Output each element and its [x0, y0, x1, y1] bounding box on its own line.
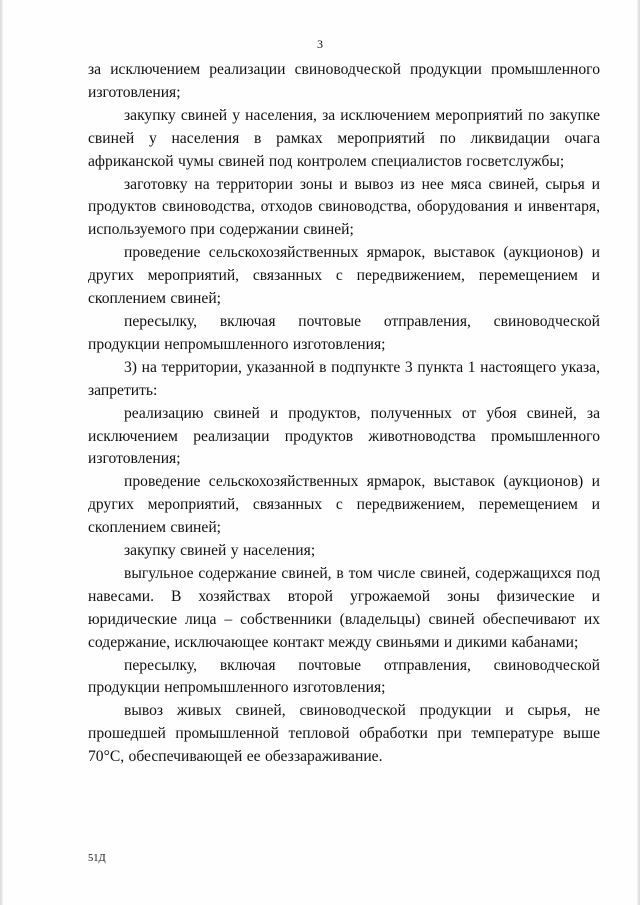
footer-code: 51Д — [88, 853, 106, 864]
paragraph: проведение сельскохозяйственных ярмарок, выставок (аукционов) и других мероприятий, связанных с передвижением, перемещением и скоплением свиней; — [88, 473, 600, 537]
scan-edge-left — [0, 0, 3, 905]
paragraph: проведение сельскохозяйственных ярмарок, выставок (аукционов) и других мероприятий, связанных с передвижением, перемещением и скоплением свиней; — [88, 244, 600, 308]
paragraph: пересылку, включая почтовые отправления, свиноводческой продукции непромышленного изготовления; — [88, 312, 600, 353]
paragraph: заготовку на территории зоны и вывоз из нее мяса свиней, сырья и продуктов свиноводства, отходов свиноводства, оборудования и инвентаря, используемого при содержании свиней; — [88, 175, 600, 239]
paragraph: реализацию свиней и продуктов, полученных от убоя свиней, за исключением реализации продуктов животноводства промышленного изготовления; — [88, 404, 600, 468]
paragraph: закупку свиней у населения, за исключением мероприятий по закупке свиней у населения в рамках мероприятий по ликвидации очага африканской чумы свиней под контролем специалистов госветслужбы; — [88, 106, 600, 170]
paragraph: пересылку, включая почтовые отправления, свиноводческой продукции непромышленного изготовления; — [88, 656, 600, 697]
paragraph: 3) на территории, указанной в подпункте 3 пункта 1 настоящего указа, запретить: — [88, 358, 600, 399]
document-body — [88, 59, 600, 769]
paragraph: закупку свиней у населения; — [124, 542, 316, 560]
paragraph: вывоз живых свиней, свиноводческой продукции и сырья, не прошедшей промышленной тепловой обработки при температуре выше 70°С, обеспечивающей ее обеззараживание. — [88, 702, 600, 766]
page-number: 3 — [317, 37, 323, 51]
paragraph-continuation: за исключением реализации свиноводческой продукции промышленного изготовления; — [88, 61, 600, 101]
paragraph: выгульное содержание свиней, в том числе свиней, содержащихся под навесами. В хозяйствах второй угрожаемой зоны физические и юридические лица – собственники (владельцы) свиней обеспечивают их содержание, исключающее контакт между свиньями и дикими кабанами; — [88, 564, 600, 651]
